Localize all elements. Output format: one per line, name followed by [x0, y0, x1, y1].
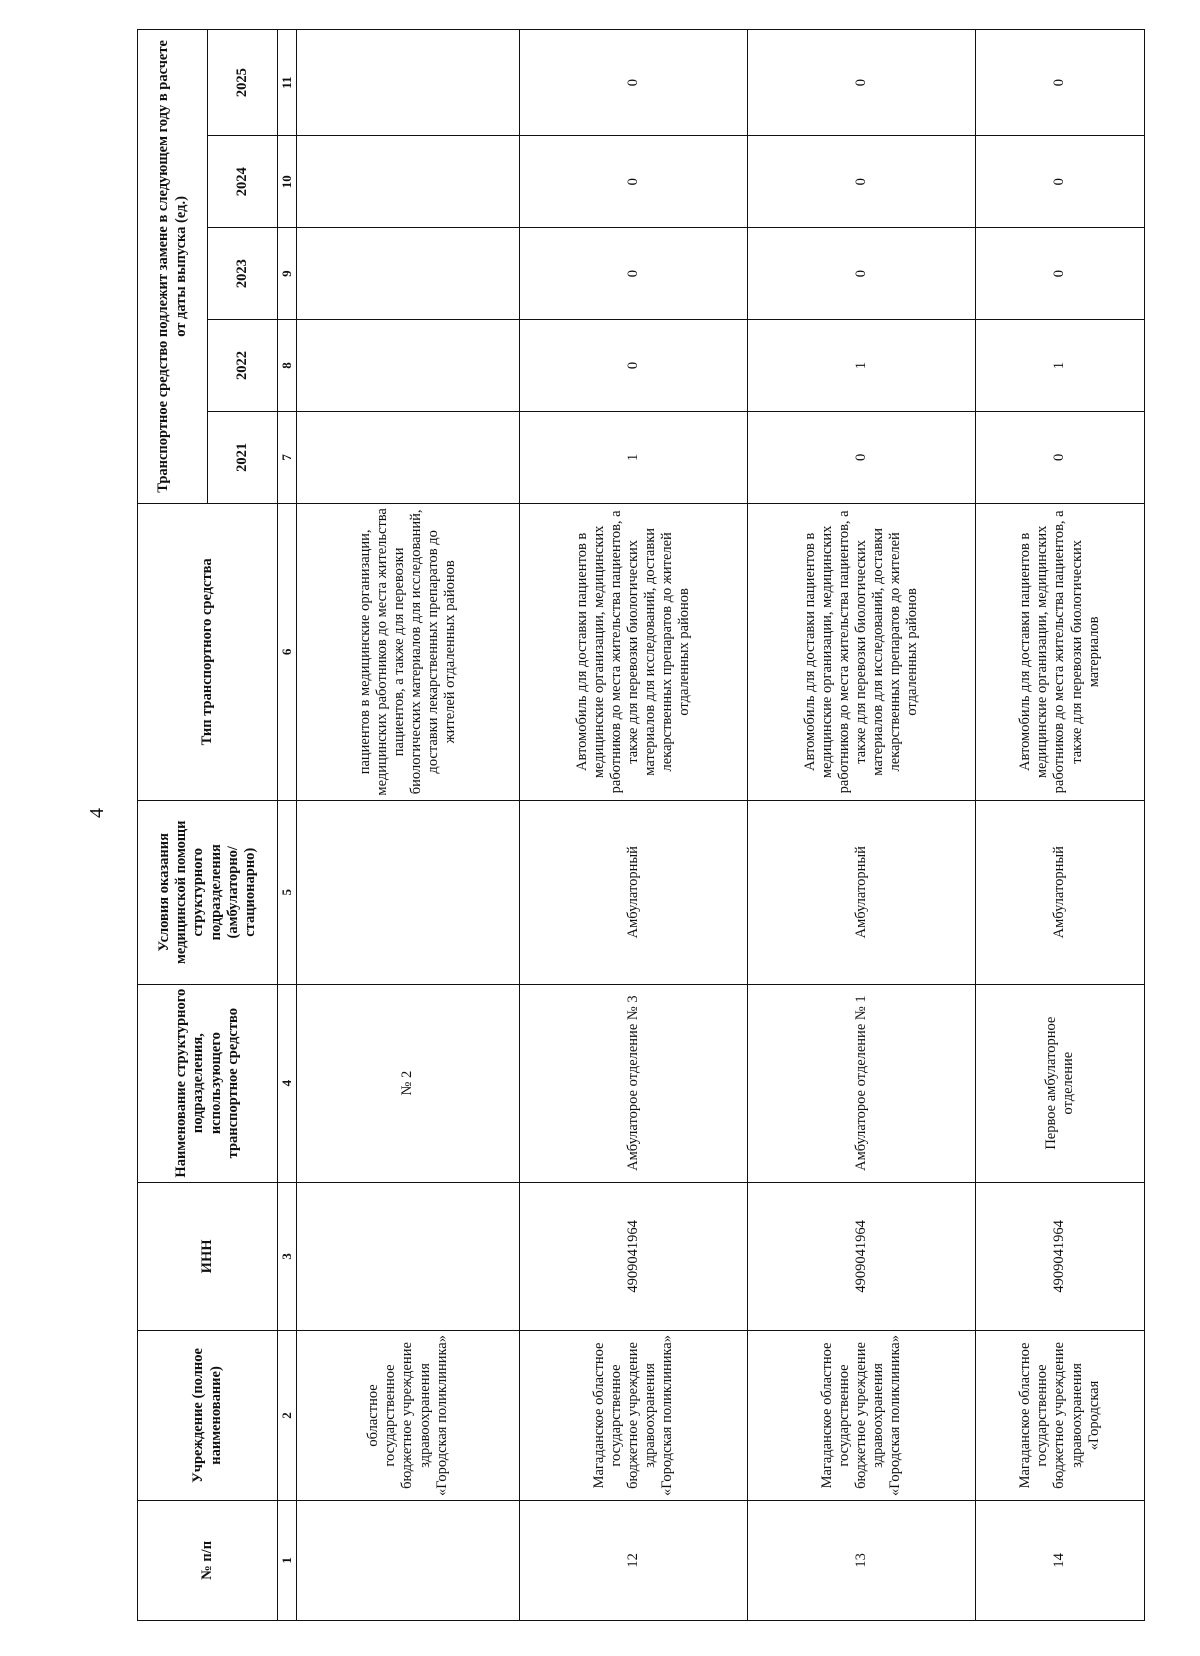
replacement-table-sheet [137, 29, 1102, 1621]
column-number: 4 [278, 984, 297, 1182]
header-year-2025: 2025 [208, 30, 278, 136]
table-row [520, 30, 748, 1621]
row-num [297, 1500, 520, 1620]
row-inn: 4909041964 [748, 1182, 976, 1330]
column-number-row [278, 30, 297, 1621]
row-value-2021: 1 [520, 411, 748, 503]
table-row [976, 30, 1145, 1621]
column-number: 6 [278, 503, 297, 800]
row-value-2023: 0 [748, 228, 976, 320]
row-value-2025 [297, 30, 520, 136]
row-vehicle-type: Автомобиль для доставки пациентов в медицинские организации, медицинских работников до места жительства пациентов, а также для перевозки биологических материалов [976, 503, 1145, 800]
header-year-2022: 2022 [208, 320, 278, 412]
row-conditions [297, 800, 520, 984]
row-value-2022 [297, 320, 520, 412]
row-inn [297, 1182, 520, 1330]
row-vehicle-type: пациентов в медицинские организации, медицинских работников до места жительства пациентов, а также для перевозки биологических материалов для исследований, доставки лекарственных препаратов до жителей отдаленных районов [297, 503, 520, 800]
header-subdivision: Наименование структурного подразделения, использующего транспортное средство [138, 984, 278, 1182]
row-vehicle-type: Автомобиль для доставки пациентов в медицинские организации, медицинских работников до места жительства пациентов, а также для перевозки биологических материалов для исследований, доставки лекарственных препаратов до жителей отдаленных районов [748, 503, 976, 800]
row-value-2023: 0 [976, 228, 1145, 320]
header-year-2021: 2021 [208, 411, 278, 503]
row-conditions: Амбулаторный [976, 800, 1145, 984]
row-subdivision: Первое амбулаторное отделение [976, 984, 1145, 1182]
column-number: 7 [278, 411, 297, 503]
page-number: 4 [86, 808, 108, 818]
header-num: № п/п [138, 1500, 278, 1620]
row-value-2023 [297, 228, 520, 320]
column-number: 9 [278, 228, 297, 320]
column-number: 1 [278, 1500, 297, 1620]
header-vehicle-type: Тип транспортного средства [138, 503, 278, 800]
row-conditions: Амбулаторный [520, 800, 748, 984]
column-number: 2 [278, 1331, 297, 1501]
row-num: 13 [748, 1500, 976, 1620]
row-value-2024: 0 [748, 136, 976, 228]
row-conditions: Амбулаторный [748, 800, 976, 984]
row-value-2024 [297, 136, 520, 228]
header-replacement: Транспортное средство подлежит замене в следующем году в расчете от даты выпуска (ед.) [138, 30, 208, 504]
row-subdivision: Амбулаторое отделение № 1 [748, 984, 976, 1182]
row-num: 14 [976, 1500, 1145, 1620]
row-institution: Магаданское областное государственное бюджетное учреждение здравоохранения «Городская поликлиника» [520, 1331, 748, 1501]
row-value-2021: 0 [748, 411, 976, 503]
header-year-2024: 2024 [208, 136, 278, 228]
row-value-2024: 0 [976, 136, 1145, 228]
row-value-2024: 0 [520, 136, 748, 228]
row-value-2025: 0 [976, 30, 1145, 136]
header-conditions: Условия оказания медицинской помощи структурного подразделения (амбулаторно/ стационарно) [138, 800, 278, 984]
row-value-2022: 0 [520, 320, 748, 412]
row-value-2022: 1 [976, 320, 1145, 412]
row-inn: 4909041964 [520, 1182, 748, 1330]
header-institution: Учреждение (полное наименование) [138, 1331, 278, 1501]
table-row [748, 30, 976, 1621]
column-number: 5 [278, 800, 297, 984]
header-year-2023: 2023 [208, 228, 278, 320]
row-subdivision: Амбулаторое отделение № 3 [520, 984, 748, 1182]
row-institution: Магаданское областное государственное бюджетное учреждение здравоохранения «Городская [976, 1331, 1145, 1501]
column-number: 11 [278, 30, 297, 136]
row-num: 12 [520, 1500, 748, 1620]
row-institution: Магаданское областное государственное бюджетное учреждение здравоохранения «Городская поликлиника» [748, 1331, 976, 1501]
row-value-2025: 0 [520, 30, 748, 136]
row-institution: областное государственное бюджетное учреждение здравоохранения «Городская поликлиника» [297, 1331, 520, 1501]
row-inn: 4909041964 [976, 1182, 1145, 1330]
column-number: 3 [278, 1182, 297, 1330]
row-value-2021: 0 [976, 411, 1145, 503]
row-value-2023: 0 [520, 228, 748, 320]
header-inn: ИНН [138, 1182, 278, 1330]
column-number: 8 [278, 320, 297, 412]
column-number: 10 [278, 136, 297, 228]
row-value-2022: 1 [748, 320, 976, 412]
vehicle-replacement-table [137, 29, 1145, 1621]
table-row [297, 30, 520, 1621]
row-vehicle-type: Автомобиль для доставки пациентов в медицинские организации, медицинских работников до места жительства пациентов, а также для перевозки биологических материалов для исследований, доставки лекарственных препаратов до жителей отдаленных районов [520, 503, 748, 800]
row-value-2021 [297, 411, 520, 503]
row-subdivision: № 2 [297, 984, 520, 1182]
row-value-2025: 0 [748, 30, 976, 136]
